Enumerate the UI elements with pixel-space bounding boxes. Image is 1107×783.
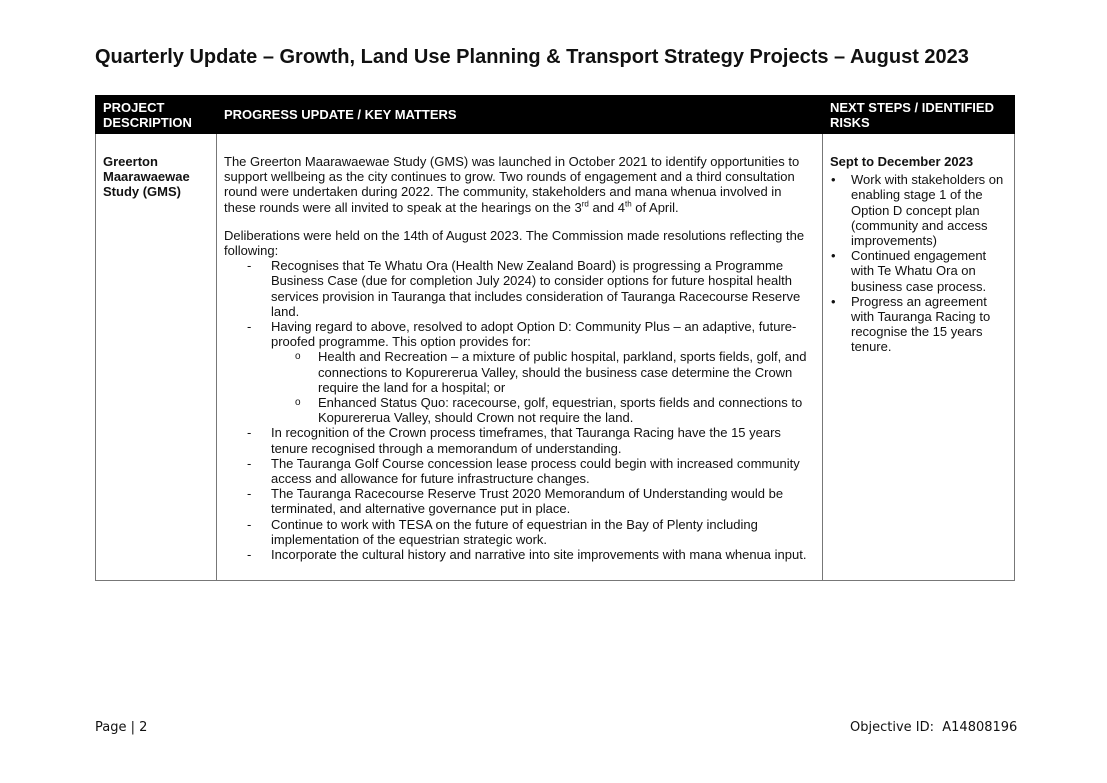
table-row: [96, 134, 1015, 581]
intro-paragraph: [224, 154, 815, 215]
resolution-2-text: Having regard to above, resolved to adopt Option D: Community Plus – an adaptive, future-proofed programme. This option provides for:: [271, 319, 797, 350]
list-item: - The Tauranga Golf Course concession lease process could begin with increased community access and allowance for future infrastructure changes.: [271, 456, 815, 486]
header-next-steps: NEXT STEPS / IDENTIFIED RISKS: [823, 96, 1015, 134]
intro-and: and 4: [588, 199, 626, 215]
page-number: Page | 2: [95, 720, 148, 735]
list-item: o Health and Recreation – a mixture of public hospital, parkland, sports fields, golf, and connections to Kopurererua Valley, should the business case determine the Crown require the land for a hospital; or: [318, 349, 815, 395]
list-item: [271, 319, 815, 425]
list-item: o Enhanced Status Quo: racecourse, golf, equestrian, sports fields and connections to Kopurererua Valley, should Crown not require the land.: [318, 395, 815, 425]
list-item: • Work with stakeholders on enabling stage 1 of the Option D concept plan (community and access improvements): [851, 172, 1007, 248]
intro-superscript-rd: rd: [581, 199, 589, 209]
intro-superscript-th: th: [625, 199, 632, 209]
resolutions-list: [224, 258, 815, 562]
document-title: Quarterly Update – Growth, Land Use Planning & Transport Strategy Projects – August 2023: [95, 46, 969, 68]
objective-id: Objective ID: A14808196: [850, 720, 1018, 735]
intro-text: The Greerton Maarawaewae Study (GMS) was launched in October 2021 to identify opportunities to support wellbeing as the city continues to grow. Two rounds of engagement and a third consultation round were undertaken during 2022. The community, stakeholders and mana whenua involved in these rounds were all invited to speak at the hearings on the 3: [224, 154, 800, 215]
option-list: [271, 349, 815, 425]
list-item: - Recognises that Te Whatu Ora (Health New Zealand Board) is progressing a Programme Business Case (due for completion July 2024) to consider options for future hospital health services provision in Tauranga that includes consideration of Tauranga Racecourse Reserve land.: [271, 258, 815, 319]
header-project-description: PROJECT DESCRIPTION: [96, 96, 217, 134]
list-item: - Continue to work with TESA on the future of equestrian in the Bay of Plenty including implementation of the equestrian strategic work.: [271, 517, 815, 547]
list-item: • Progress an agreement with Tauranga Racing to recognise the 15 years tenure.: [851, 294, 1007, 355]
intro-end: of April.: [631, 199, 679, 215]
next-steps-list: [830, 172, 1007, 354]
progress-cell: [217, 134, 823, 581]
list-item: • Continued engagement with Te Whatu Ora on business case process.: [851, 248, 1007, 294]
projects-table: [95, 95, 1015, 581]
header-progress-update: PROGRESS UPDATE / KEY MATTERS: [217, 96, 823, 134]
list-item: - Incorporate the cultural history and narrative into site improvements with mana whenua input.: [271, 547, 815, 562]
next-steps-heading: Sept to December 2023: [830, 154, 974, 169]
deliberations-paragraph: Deliberations were held on the 14th of August 2023. The Commission made resolutions reflecting the following:: [224, 227, 805, 259]
list-item: - The Tauranga Racecourse Reserve Trust 2020 Memorandum of Understanding would be terminated, and alternative governance put in place.: [271, 486, 815, 516]
table-header-row: [96, 96, 1015, 134]
project-name: Greerton Maarawaewae Study (GMS): [96, 134, 217, 581]
next-steps-cell: [823, 134, 1015, 581]
list-item: - In recognition of the Crown process timeframes, that Tauranga Racing have the 15 years tenure recognised through a memorandum of understanding.: [271, 425, 815, 455]
